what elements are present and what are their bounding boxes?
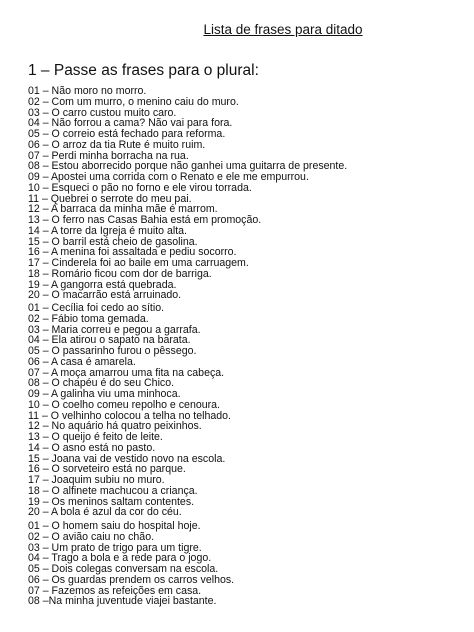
section-heading: 1 – Passe as frases para o plural: [28, 62, 259, 79]
list-item: 18 – O alfinete machucou a criança. [28, 484, 198, 497]
list-item: 17 – Joaquim subiu no muro. [28, 474, 165, 486]
list-item: 08 – Estou aborrecido porque não ganhei uma guitarra de presente. [28, 160, 348, 173]
list-item: 06 – A casa é amarela. [28, 355, 136, 368]
list-item: 20 – A bola é azul da cor do céu. [28, 506, 182, 519]
list-item: 02 – Com um murro, o menino caiu do muro. [28, 95, 239, 108]
list-item: 10 – O coelho comeu repolho e cenoura. [28, 398, 220, 411]
list-item: 04 – Trago a bola e a rede para o jogo. [28, 552, 212, 565]
list-item: 06 – Os guardas prendem os carros velhos. [28, 573, 235, 586]
list-item: 03 – O carro custou muito caro. [28, 106, 177, 119]
list-item: 16 – A menina foi assaltada e pediu socorro. [28, 246, 237, 259]
document-title: Lista de frases para ditado [203, 22, 363, 37]
document-title-wrapper [0, 22, 474, 38]
list-item: 15 – Joana vai de vestido novo na escola. [28, 452, 226, 465]
list-item: 12 – No aquário há quatro peixinhos. [28, 420, 202, 433]
list-item: 01 – Não moro no morro. [28, 85, 147, 97]
list-item: 14 – O asno está no pasto. [28, 441, 156, 454]
list-item: 13 – O queijo é feito de leite. [28, 431, 163, 443]
list-item: 05 – O passarinho furou o pêssego. [28, 345, 197, 357]
list-item: 09 – A galinha viu uma minhoca. [28, 388, 181, 400]
list-item: 05 – Dois colegas conversam na escola. [28, 563, 219, 575]
list-item: 05 – O correio está fechado para reforma. [28, 128, 226, 140]
sentence-list-3 [28, 521, 468, 607]
list-item: 13 – O ferro nas Casas Bahia está em promoção. [28, 214, 262, 226]
list-item: 06 – O arroz da tia Rute é muito ruim. [28, 138, 206, 151]
list-item: 04 – Ela atirou o sapato na barata. [28, 334, 191, 347]
list-item: 04 – Não forrou a cama? Não vai para fora. [28, 117, 233, 130]
list-item: 18 – Romário ficou com dor de barriga. [28, 267, 212, 280]
list-item: 14 – A torre da Igreja é muito alta. [28, 224, 188, 237]
list-item: 01 – Cecília foi cedo ao sítio. [28, 302, 165, 314]
list-item: 02 – O avião caiu no chão. [28, 530, 155, 543]
list-item: 19 – Os meninos saltam contentes. [28, 495, 195, 508]
list-item: 11 – O velhinho colocou a telha no telhado. [28, 409, 231, 422]
sentence-list-2 [28, 303, 468, 518]
list-item: 09 – Apostei uma corrida com o Renato e ele me empurrou. [28, 171, 309, 183]
list-item: 17 – Cinderela foi ao baile em uma carruagem. [28, 257, 249, 269]
list-item: 07 – A moça amarrou uma fita na cabeça. [28, 366, 225, 379]
list-item: 10 – Esqueci o pão no forno e ele virou torrada. [28, 181, 252, 194]
list-item: 02 – Fábio toma gemada. [28, 312, 149, 325]
list-item: 03 – Maria correu e pegou a garrafa. [28, 323, 201, 336]
list-item: 01 – O homem saiu do hospital hoje. [28, 520, 201, 532]
list-item: 08 –Na minha juventude viajei bastante. [28, 595, 217, 608]
list-item: 16 – O sorveteiro está no parque. [28, 463, 186, 476]
list-item: 07 – Fazemos as refeições em casa. [28, 584, 202, 597]
list-item: 07 – Perdi minha borracha na rua. [28, 149, 189, 162]
sentence-list-1 [28, 86, 468, 301]
list-item: 20 – O macarrão está arruinado. [28, 289, 182, 302]
list-item: 15 – O barril está cheio de gasolina. [28, 235, 198, 248]
list-item: 12 – A barraca da minha mãe é marrom. [28, 203, 218, 216]
list-item: 19 – A gangorra está quebrada. [28, 278, 177, 291]
list-item: 11 – Quebrei o serrote do meu pai. [28, 192, 192, 205]
list-item: 08 – O chapéu é do seu Chico. [28, 377, 175, 390]
list-item: 03 – Um prato de trigo para um tigre. [28, 541, 202, 554]
